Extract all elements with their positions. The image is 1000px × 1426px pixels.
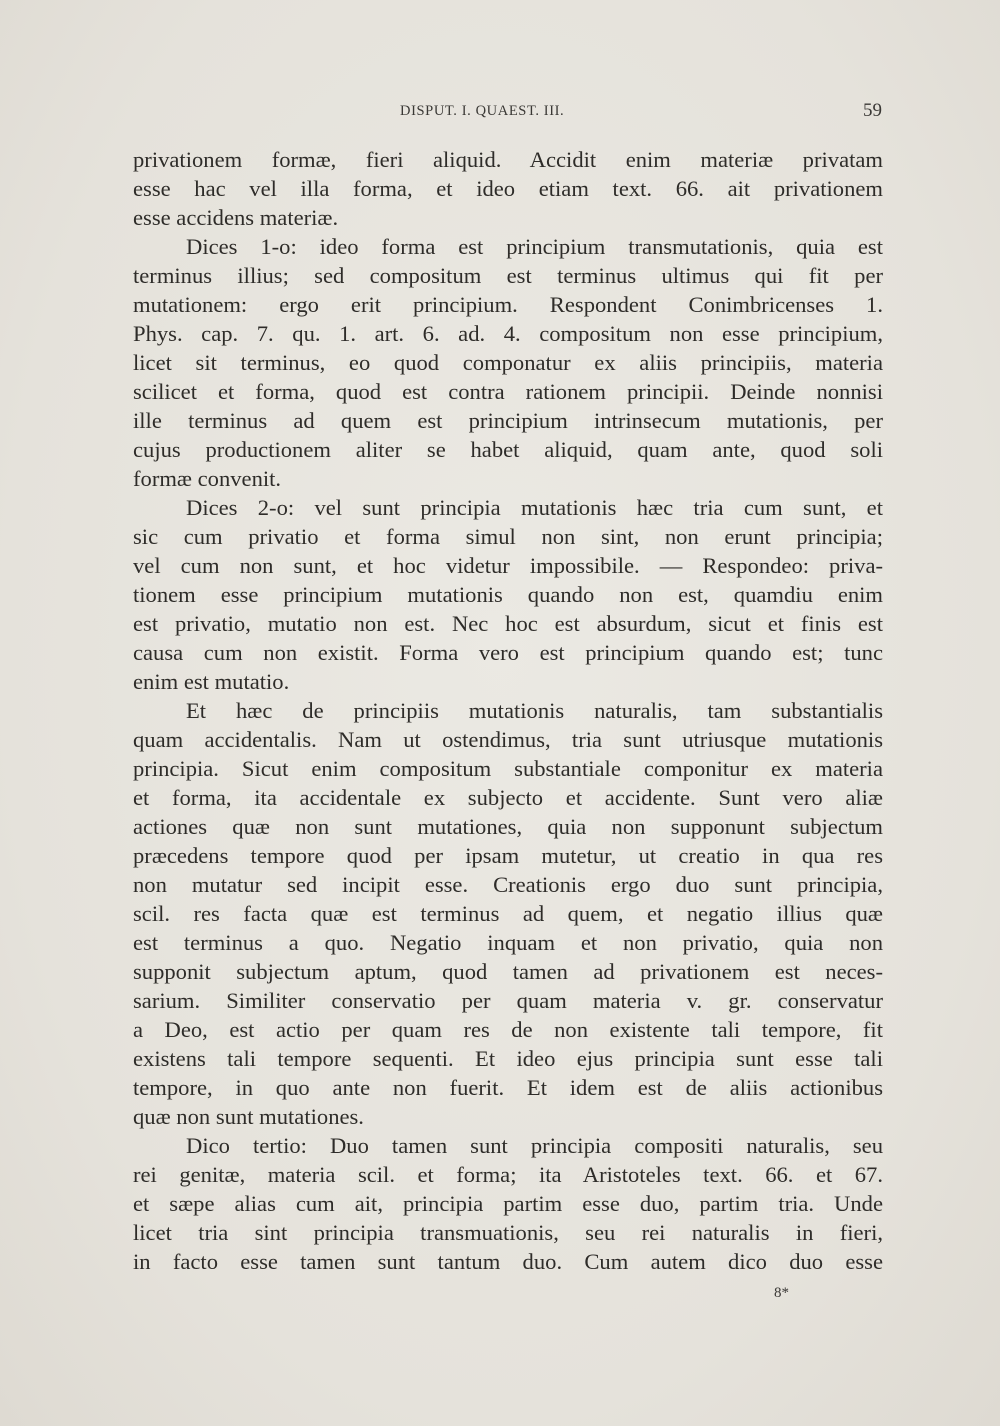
- text-line: sarium. Similiter conservatio per quam materia v. gr. conservatur: [133, 988, 883, 1013]
- text-line: mutationem: ergo erit principium. Respondent Conimbricenses 1.: [133, 292, 883, 317]
- text-line: enim est mutatio.: [133, 669, 290, 694]
- text-line: et forma, ita accidentale ex subjecto et accidente. Sunt vero aliæ: [133, 785, 883, 810]
- body-text: [133, 145, 883, 1276]
- text-line: Et hæc de principiis mutationis naturalis, tam substantialis: [186, 698, 883, 723]
- text-line: principia. Sicut enim compositum substantiale componitur ex materia: [133, 756, 883, 781]
- text-line: vel cum non sunt, et hoc videtur impossibile. — Respondeo: priva-: [133, 553, 883, 578]
- text-line: in facto esse tamen sunt tantum duo. Cum autem dico duo esse: [133, 1249, 883, 1274]
- text-line: est privatio, mutatio non est. Nec hoc est absurdum, sicut et finis est: [133, 611, 883, 636]
- text-line: terminus illius; sed compositum est terminus ultimus qui fit per: [133, 263, 883, 288]
- text-line: sic cum privatio et forma simul non sint, non erunt principia;: [133, 524, 883, 549]
- text-line: Dices 1-o: ideo forma est principium transmutationis, quia est: [186, 234, 883, 259]
- running-head: [0, 100, 1000, 127]
- text-line: esse hac vel illa forma, et ideo etiam text. 66. ait privationem: [133, 176, 883, 201]
- text-line: supponit subjectum aptum, quod tamen ad privationem est neces-: [133, 959, 883, 984]
- text-line: actiones quæ non sunt mutationes, quia non supponunt subjectum: [133, 814, 883, 839]
- text-line: Dico tertio: Duo tamen sunt principia compositi naturalis, seu: [186, 1133, 883, 1158]
- text-line: quæ non sunt mutationes.: [133, 1104, 364, 1129]
- text-line: cujus productionem aliter se habet aliquid, quam ante, quod soli: [133, 437, 883, 462]
- text-line: ille terminus ad quem est principium intrinsecum mutationis, per: [133, 408, 883, 433]
- text-line: Dices 2-o: vel sunt principia mutationis hæc tria cum sunt, et: [186, 495, 883, 520]
- text-line: est terminus a quo. Negatio inquam et non privatio, quia non: [133, 930, 883, 955]
- text-line: quam accidentalis. Nam ut ostendimus, tria sunt utriusque mutationis: [133, 727, 883, 752]
- text-line: tempore, in quo ante non fuerit. Et idem est de aliis actionibus: [133, 1075, 883, 1100]
- text-line: licet tria sint principia transmuationis, seu rei naturalis in fieri,: [133, 1220, 883, 1245]
- text-line: esse accidens materiæ.: [133, 205, 339, 230]
- text-line: præcedens tempore quod per ipsam mutetur, ut creatio in qua res: [133, 843, 883, 868]
- text-line: formæ convenit.: [133, 466, 282, 491]
- running-title: DISPUT. I. QUAEST. III.: [400, 103, 565, 119]
- text-line: et sæpe alias cum ait, principia partim esse duo, partim tria. Unde: [133, 1191, 883, 1216]
- text-line: rei genitæ, materia scil. et forma; ita Aristoteles text. 66. et 67.: [133, 1162, 883, 1187]
- text-line: licet sit terminus, eo quod componatur ex aliis principiis, materia: [133, 350, 883, 375]
- text-line: scilicet et forma, quod est contra rationem principii. Deinde nonnisi: [133, 379, 883, 404]
- text-line: non mutatur sed incipit esse. Creationis ergo duo sunt principia,: [133, 872, 883, 897]
- text-line: scil. res facta quæ est terminus ad quem, et negatio illius quæ: [133, 901, 883, 926]
- text-line: Phys. cap. 7. qu. 1. art. 6. ad. 4. compositum non esse principium,: [133, 321, 883, 346]
- printer-signature-mark: 8*: [774, 1285, 789, 1301]
- text-line: a Deo, est actio per quam res de non existente tali tempore, fit: [133, 1017, 883, 1042]
- page-number: 59: [863, 100, 882, 121]
- text-line: causa cum non existit. Forma vero est principium quando est; tunc: [133, 640, 883, 665]
- text-line: tionem esse principium mutationis quando non est, quamdiu enim: [133, 582, 883, 607]
- text-line: existens tali tempore sequenti. Et ideo ejus principia sunt esse tali: [133, 1046, 883, 1071]
- text-line: privationem formæ, fieri aliquid. Accidit enim materiæ privatam: [133, 147, 883, 172]
